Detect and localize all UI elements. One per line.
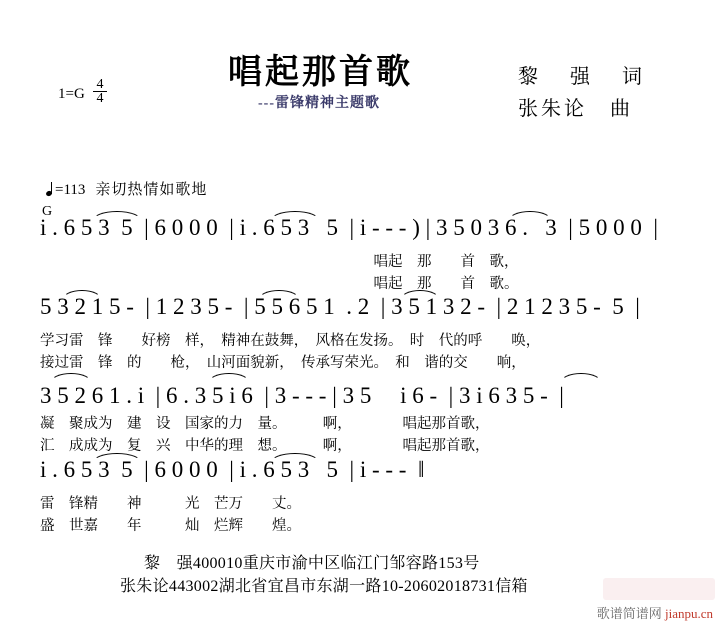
lyrics-verse-1: 唱起 那 首 歌， bbox=[40, 254, 519, 270]
watermark-site-cn: 歌谱简谱网 bbox=[596, 606, 662, 621]
lyrics-verse-1: 凝 聚成为 建 设 国家的力 量。 啊， 唱起那首歌， bbox=[40, 416, 490, 432]
chord-symbol: G bbox=[42, 204, 53, 219]
tempo-value: =113 bbox=[55, 182, 86, 198]
contact-line-lyricist: 黎 强400010重庆市渝中区临江门邹容路153号 bbox=[144, 555, 480, 572]
expression-marking: 亲切热情如歌地 bbox=[95, 182, 208, 198]
notation-line: 3 5 2 6 1 . i | 6 . 3 5 i 6 | 3 - - - | 3 5 i 6 - | 3 i 6 3 5 - | bbox=[40, 383, 564, 408]
slur-arc bbox=[560, 373, 602, 383]
composer-credit: 张朱论 曲 bbox=[518, 98, 633, 120]
time-signature-numerator: 4 bbox=[96, 77, 104, 92]
tempo-marking bbox=[46, 178, 207, 199]
slur-arc bbox=[508, 211, 552, 221]
contact-line-composer: 张朱论443002湖北省宜昌市东湖一路10-20602018731信箱 bbox=[120, 578, 528, 595]
slur-arc bbox=[50, 373, 92, 383]
notation-line: i . 6 5 3 5 | 6 0 0 0 | i . 6 5 3 5 | i - - - ) | 3 5 0 3 6 . 3 | 5 0 0 0 | bbox=[40, 215, 658, 240]
lyrics-verse-1: 雷 锋精 神 光 芒万 丈。 bbox=[40, 496, 301, 512]
lyrics-verse-2: 盛 世嘉 年 灿 烂辉 煌。 bbox=[40, 518, 301, 534]
page-title: 唱起那首歌 bbox=[228, 54, 413, 91]
time-signature-denominator: 4 bbox=[93, 91, 107, 105]
lyrics-verse-2: 唱起 那 首 歌。 bbox=[40, 276, 519, 292]
quarter-note-icon bbox=[46, 183, 55, 197]
slur-arc bbox=[92, 211, 142, 221]
notation-line: i . 6 5 3 5 | 6 0 0 0 | i . 6 5 3 5 | i - - - ‖ bbox=[40, 457, 425, 482]
watermark-text bbox=[597, 603, 713, 622]
slur-arc bbox=[208, 373, 250, 383]
watermark-logo-icon bbox=[603, 578, 715, 600]
slur-arc bbox=[270, 211, 320, 221]
watermark-site-en: jianpu.cn bbox=[664, 606, 713, 621]
lyrics-verse-2: 接过雷 锋 的 枪， 山河面貌新， 传承写荣光。 和 谐的交 响， bbox=[40, 355, 526, 371]
time-signature bbox=[93, 78, 107, 105]
key-signature: 1=G bbox=[58, 86, 85, 102]
lyrics-verse-2: 汇 成成为 复 兴 中华的理 想。 啊， 唱起那首歌， bbox=[40, 438, 490, 454]
page-subtitle: ---雷锋精神主题歌 bbox=[258, 96, 380, 111]
lyricist-credit: 黎 强 词 bbox=[518, 66, 648, 88]
lyrics-verse-1: 学习雷 锋 好榜 样， 精神在鼓舞， 风格在发扬。 时 代的呼 唤， bbox=[40, 333, 541, 349]
notation-line: 5 3 2 1 5 - | 1 2 3 5 - | 5 5 6 5 1 . 2 | 3 5 1 3 2 - | 2 1 2 3 5 - 5 | bbox=[40, 294, 640, 319]
